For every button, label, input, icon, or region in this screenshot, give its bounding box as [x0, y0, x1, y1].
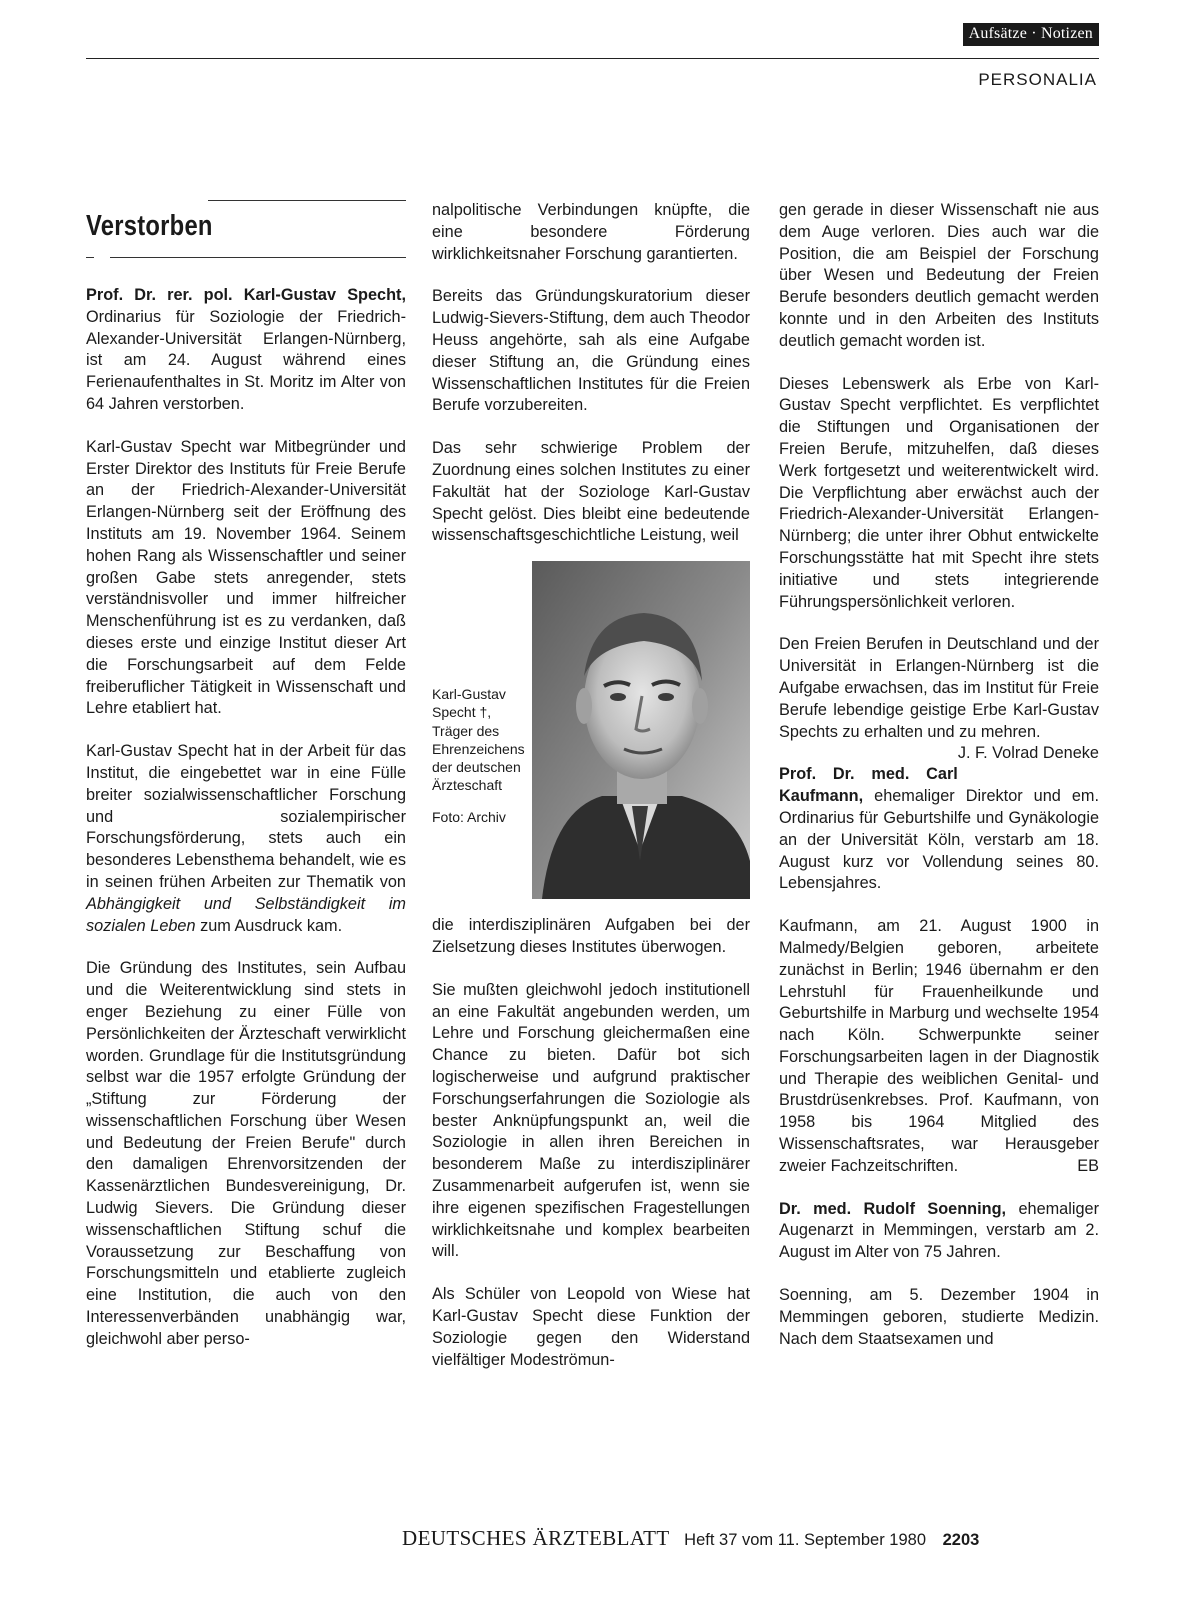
- paragraph: Soenning, am 5. Dezember 1904 in Memmingen geboren, studierte Medizin. Nach dem Staatsexamen und: [779, 1286, 1099, 1348]
- paragraph: Sie mußten gleichwohl jedoch institutionell an eine Fakultät angebunden werden, um Lehre und Forschung gleichermaßen eine Chance zu bieten. Dafür bot sich logischerweise und aufgrund praktischer Forschungserfahrungen die Soziologie als bester Anknüpfungspunkt an, weil die Soziologie in allen ihren Bereichen in besonderem Maße zu interdisziplinärer Zusammenarbeit aufgerufen ist, wenn sie ihre eigenen spezifischen Fragestellungen wirklichkeitsnahe und komplex bearbeiten will.: [432, 980, 750, 1261]
- column-3: [779, 200, 1099, 1371]
- caption-text: Karl-Gustav Specht †, Träger des Ehrenzeichens der deutschen Ärzteschaft: [432, 686, 525, 794]
- paragraph: [779, 634, 1099, 763]
- paragraph: Als Schüler von Leopold von Wiese hat Karl-Gustav Specht diese Funktion der Soziologie gegen den Widerstand vielfältiger Modeströmun-: [432, 1285, 750, 1369]
- author-signature: EB: [1077, 1156, 1099, 1175]
- paragraph: [86, 741, 406, 937]
- page-footer: [402, 1526, 979, 1551]
- paragraph-text: ehemaliger Augenarzt in Memmingen, verstarb am 2. August im Alter von 75 Jahren.: [779, 1199, 1100, 1262]
- person-name: Prof. Dr. med. Carl Kaufmann,: [779, 765, 958, 806]
- heading-rule-top: [208, 200, 406, 201]
- italic-title: Abhängigkeit und Selbständigkeit im sozialen Leben: [86, 894, 406, 935]
- paragraph: die interdisziplinären Aufgaben bei der Zielsetzung dieses Institutes überwogen.: [432, 916, 750, 956]
- paragraph: nalpolitische Verbindungen knüpfte, die eine besondere Förderung wirklichkeitsnaher Forschung garantierten.: [432, 201, 750, 263]
- heading-rule-bottom: [110, 257, 406, 259]
- article-heading: Verstorben: [86, 210, 213, 242]
- photo-credit: Foto: Archiv: [432, 809, 506, 826]
- paragraph-text: zum Ausdruck kam.: [195, 916, 343, 935]
- paragraph: [86, 285, 406, 416]
- photo-block: [432, 561, 750, 901]
- column-2: [432, 200, 750, 1392]
- paragraph: [779, 1199, 1099, 1264]
- paragraph-text: Karl-Gustav Specht hat in der Arbeit für das Institut, die eingebettet war in eine Fülle breiter sozialwissenschaftlicher Forschung und sozialempirischer Forschungsförderung, stets auch ein besonderes Lebensthema behandelt, wie es in seinen frühen Arbeiten zur Thematik von: [86, 742, 406, 891]
- photo-caption: [432, 685, 528, 826]
- paragraph: [779, 916, 1099, 1178]
- page-number: 2203: [942, 1531, 980, 1549]
- paragraph: Dieses Lebenswerk als Erbe von Karl-Gustav Specht verpflichtet. Es verpflichtet die Stiftungen und Organisationen der Freien Berufe, mitzuhelfen, daß dieses Werk fortgesetzt und weiterentwickelt wird. Die Verpflichtung aber erwächst auch der Friedrich-Alexander-Universität Erlangen-Nürnberg; die unter ihrer Obhut entwickelte Forschungsstätte hat mit Specht ihre stets initiative und stets integrierende Führungspersönlichkeit verloren.: [779, 374, 1099, 611]
- section-title: PERSONALIA: [978, 70, 1097, 89]
- paragraph: Die Gründung des Institutes, sein Aufbau und die Weiterentwicklung sind stets in enger Beziehung zu einer Fülle von Persönlichkeiten der Ärzteschaft verwirklicht worden. Grundlage für die Institutsgründung selbst war die 1957 erfolgte Gründung der „Stiftung zur Förderung der wissenschaftlichen Forschung über Wesen und Bedeutung der Freien Berufe" durch den damaligen Ehrenvorsitzenden der Kassenärztlichen Bundesvereinigung, Dr. Ludwig Sievers. Die Gründung dieser wissenschaftlichen Stiftung schuf die Voraussetzung zur Beschaffung von Forschungsmitteln und etablierte zugleich eine Institution, die auch von den Interessenverbänden unabhängig war, gleichwohl aber perso-: [86, 959, 406, 1348]
- person-name: Dr. med. Rudolf Soenning,: [779, 1199, 1007, 1218]
- paragraph: Bereits das Gründungskuratorium dieser Ludwig-Sievers-Stiftung, dem auch Theodor Heuss angehörte, sah als eine Aufgabe dieser Stiftung an, die Gründung eines Wissenschaftlichen Institutes für die Freien Berufe vorzubereiten.: [432, 287, 750, 415]
- header-rule: [86, 58, 1099, 59]
- paragraph: [779, 764, 1099, 895]
- paragraph: gen gerade in dieser Wissenschaft nie aus dem Auge verloren. Dies auch war die Position, die am Beispiel der Forschung über Wesen und Bedeutung der Freien Berufe besonders deutlich gemacht werden konnte und in den Arbeiten des Instituts deutlich gemacht worden ist.: [779, 201, 1099, 350]
- portrait-photo: [532, 561, 750, 899]
- paragraph-text: ehemaliger Direktor und em. Ordinarius für Geburtshilfe und Gynäkologie an der Universität Köln, verstarb am 18. August kurz vor Vollendung seines 80. Lebensjahres.: [779, 787, 1099, 893]
- paragraph-text: Den Freien Berufen in Deutschland und der Universität in Erlangen-Nürnberg ist die Aufgabe erwachsen, das im Institut für Freie Berufe lebendige geistige Erbe Karl-Gustav Spechts zu erhalten und zu mehren.: [779, 635, 1099, 741]
- paragraph: Das sehr schwierige Problem der Zuordnung eines solchen Institutes zu einer Fakultät hat der Soziologe Karl-Gustav Specht gelöst. Dies bleibt eine bedeutende wissenschaftsgeschichtliche Leistung, weil: [432, 439, 750, 545]
- section-tag: Aufsätze · Notizen: [963, 23, 1099, 46]
- journal-name: DEUTSCHES ÄRZTEBLATT: [402, 1526, 670, 1550]
- issue-info: Heft 37 vom 11. September 1980: [684, 1531, 927, 1549]
- column-1: [86, 200, 406, 1372]
- paragraph: Karl-Gustav Specht war Mitbegründer und Erster Direktor des Instituts für Freie Berufe an der Friedrich-Alexander-Universität Erlangen-Nürnberg seit der Eröffnung des Instituts am 19. November 1964. Seinem hohen Rang als Wissenschaftler und seiner großen Gabe stets anregender, stets verständnisvoller und immer hilfreicher Menschenführung ist es zu verdanken, daß dieses erste und einzige Institut dieser Art die Forschungsarbeit auf dem Felde freiberuflicher Tätigkeit in Wissenschaft und Lehre etabliert hat.: [86, 437, 406, 718]
- person-name: Prof. Dr. rer. pol. Karl-Gustav Specht,: [86, 286, 406, 304]
- paragraph-text: Kaufmann, am 21. August 1900 in Malmedy/Belgien geboren, arbeitete zunächst in Berlin; 1946 übernahm er den Lehrstuhl für Frauenheilkunde und Geburtshilfe in Marburg und wechselte 1954 nach Köln. Schwerpunkte seiner Forschungsarbeiten lagen in der Diagnostik und Therapie des weiblichen Genital- und Brustdrüsenkrebses. Prof. Kaufmann, von 1958 bis 1964 Mitglied des Wissenschaftsrates, war Herausgeber zweier Fachzeitschriften.: [779, 917, 1099, 1175]
- author-signature: J. F. Volrad Deneke: [957, 744, 1099, 763]
- paragraph-text: Ordinarius für Soziologie der Friedrich-Alexander-Universität Erlangen-Nürnberg, ist am 24. August während eines Ferienaufenthaltes in St. Moritz im Alter von 64 Jahren verstorben.: [86, 307, 406, 413]
